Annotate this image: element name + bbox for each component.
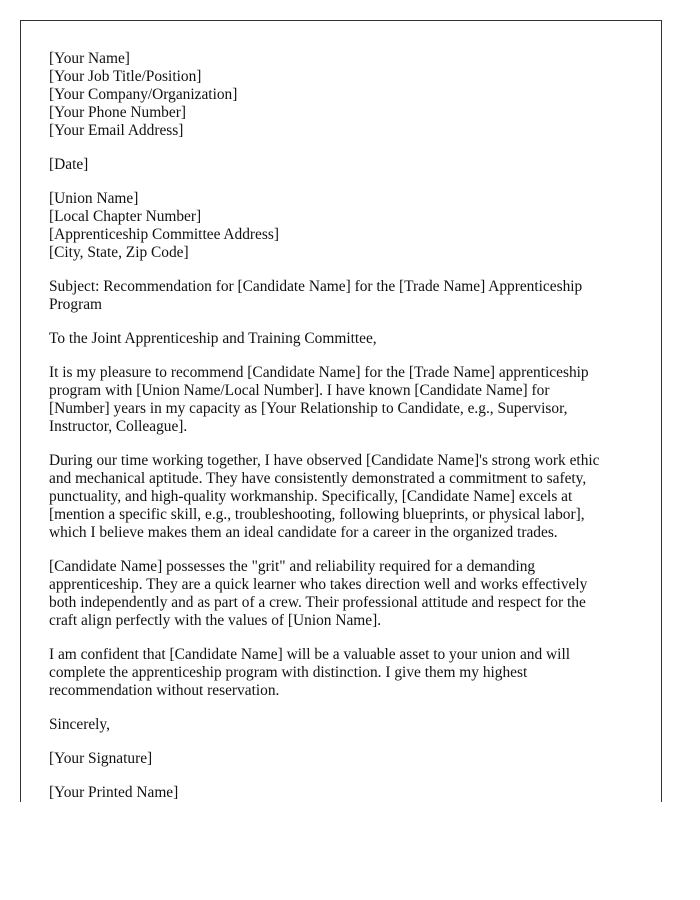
body-paragraph-observations: During our time working together, I have observed [Candidate Name]'s strong work ethic and mechanical aptitude. They have consistently demonstrated a commitment to safety, punctuality, and high-quality workmanship. Specifically, [Candidate Name] excels at [mention a specific skill, e.g., troubleshooting, following blueprints, or physical labor], which I believe makes them an ideal candidate for a career in the organized trades.	[49, 452, 600, 541]
body-paragraph-introduction: It is my pleasure to recommend [Candidate Name] for the [Trade Name] apprenticeship program with [Union Name/Local Number]. I have known [Candidate Name] for [Number] years in my capacity as [Your Relationship to Candidate, e.g., Supervisor, Instructor, Colleague].	[49, 364, 589, 435]
letter-date: [Date]	[49, 156, 89, 173]
sender-job-title: [Your Job Title/Position]	[49, 68, 202, 85]
printed-name-placeholder: [Your Printed Name]	[49, 784, 179, 801]
letter-page	[20, 20, 662, 802]
recipient-committee-address: [Apprenticeship Committee Address]	[49, 226, 279, 243]
date-block	[49, 156, 609, 174]
sender-email: [Your Email Address]	[49, 122, 184, 139]
sender-address-block	[49, 50, 609, 140]
body-paragraph-conclusion: I am confident that [Candidate Name] will be a valuable asset to your union and will complete the apprenticeship program with distinction. I give them my highest recommendation without reservation.	[49, 646, 570, 699]
subject-line: Subject: Recommendation for [Candidate Name] for the [Trade Name] Apprenticeship Program	[49, 278, 583, 313]
letter-content	[49, 50, 609, 818]
recipient-local-chapter: [Local Chapter Number]	[49, 208, 202, 225]
sender-phone: [Your Phone Number]	[49, 104, 186, 121]
signature-placeholder: [Your Signature]	[49, 750, 153, 767]
recipient-address-block	[49, 190, 609, 262]
sender-company: [Your Company/Organization]	[49, 86, 238, 103]
closing: Sincerely,	[49, 716, 110, 733]
sender-name: [Your Name]	[49, 50, 130, 67]
recipient-union-name: [Union Name]	[49, 190, 139, 207]
recipient-city-state-zip: [City, State, Zip Code]	[49, 244, 189, 261]
salutation: To the Joint Apprenticeship and Training Committee,	[49, 330, 377, 347]
body-paragraph-qualities: [Candidate Name] possesses the "grit" and reliability required for a demanding apprenticeship. They are a quick learner who takes direction well and works effectively both independently and as part of a crew. Their professional attitude and respect for the craft align perfectly with the values of [Union Name].	[49, 558, 588, 629]
